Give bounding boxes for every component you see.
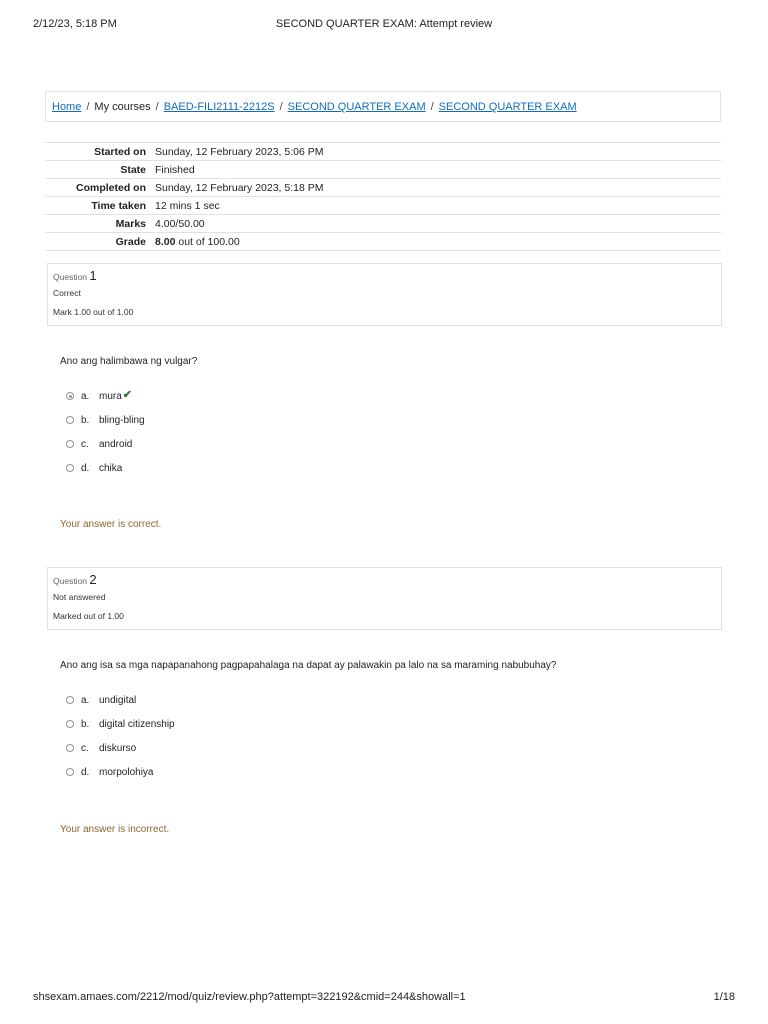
grade-score: 8.00 [155,235,176,248]
summary-label: Completed on [76,181,146,194]
check-icon: ✔ [122,388,133,401]
question-1-answers [66,384,466,480]
answer-text: undigital [99,694,137,706]
attempt-summary-table [45,142,721,251]
answer-option-b[interactable] [66,712,466,736]
answer-letter: b. [81,718,90,730]
answer-option-a[interactable] [66,384,466,408]
question-1-info [47,263,722,326]
summary-row-time [45,197,721,215]
radio-button-selected[interactable] [66,392,74,400]
question-2-text: Ano ang isa sa mga napapanahong pagpapahalaga na dapat ay palawakin pa lalo na sa maraming nabubuhay? [60,660,557,671]
question-label: Question [53,576,88,586]
answer-text: chika [99,462,123,474]
radio-button[interactable] [66,464,74,472]
summary-row-completed [45,179,721,197]
summary-value: 4.00/50.00 [155,217,205,230]
answer-text: android [99,438,133,450]
answer-text: bling-bling [99,414,145,426]
breadcrumb-section-link[interactable]: SECOND QUARTER EXAM [287,101,426,113]
question-state: Not answered [53,592,106,602]
answer-text: digital citizenship [99,718,175,730]
summary-label: Marks [115,217,146,230]
summary-value [155,233,721,251]
summary-row-marks [45,215,721,233]
answer-text: mura [99,390,122,402]
summary-label: Time taken [91,199,146,212]
question-2-info [47,567,722,630]
breadcrumb [45,91,721,122]
print-datetime: 2/12/23, 5:18 PM [33,18,117,30]
answer-letter: c. [81,742,89,754]
breadcrumb-separator: / [430,101,434,113]
summary-value: Sunday, 12 February 2023, 5:18 PM [155,181,324,194]
answer-letter: d. [81,766,90,778]
summary-row-started [45,143,721,161]
answer-option-b[interactable] [66,408,466,432]
breadcrumb-separator: / [279,101,283,113]
breadcrumb-my-courses: My courses [94,101,151,113]
question-label: Question [53,272,88,282]
print-header [33,18,735,32]
summary-label: Started on [94,145,146,158]
summary-row-state [45,161,721,179]
question-state: Correct [53,288,81,298]
answer-option-d[interactable] [66,760,466,784]
answer-text: diskurso [99,742,137,754]
grade-out-of: out of 100.00 [175,235,240,248]
question-1-feedback: Your answer is correct. [60,519,162,530]
summary-value: Sunday, 12 February 2023, 5:06 PM [155,145,324,158]
summary-label: State [120,163,146,176]
summary-row-grade [45,233,721,251]
summary-value: 12 mins 1 sec [155,199,220,212]
answer-letter: d. [81,462,90,474]
question-grade: Marked out of 1.00 [53,611,124,621]
print-page-number: 1/18 [713,991,735,1003]
question-2-feedback: Your answer is incorrect. [60,824,170,835]
print-footer [33,991,735,1005]
answer-option-d[interactable] [66,456,466,480]
radio-button[interactable] [66,744,74,752]
question-2-answers [66,688,466,784]
question-number: 2 [89,572,97,587]
radio-button[interactable] [66,720,74,728]
breadcrumb-separator: / [155,101,159,113]
answer-option-c[interactable] [66,432,466,456]
answer-letter: a. [81,694,90,706]
question-grade: Mark 1.00 out of 1.00 [53,307,134,317]
summary-value: Finished [155,163,195,176]
radio-button[interactable] [66,440,74,448]
answer-letter: a. [81,390,90,402]
question-number: 1 [89,268,97,283]
breadcrumb-course-link[interactable]: BAED-FILI2111-2212S [163,101,275,113]
answer-option-c[interactable] [66,736,466,760]
breadcrumb-quiz-link[interactable]: SECOND QUARTER EXAM [438,101,577,113]
breadcrumb-separator: / [86,101,90,113]
answer-letter: c. [81,438,89,450]
question-1-text: Ano ang halimbawa ng vulgar? [60,356,198,367]
print-url: shsexam.amaes.com/2212/mod/quiz/review.php?attempt=322192&cmid=244&showall=1 [33,991,466,1003]
breadcrumb-home-link[interactable]: Home [52,101,82,113]
answer-option-a[interactable] [66,688,466,712]
print-page-title: SECOND QUARTER EXAM: Attempt review [275,18,493,30]
answer-text: morpolohiya [99,766,154,778]
radio-button[interactable] [66,768,74,776]
summary-label: Grade [115,235,146,248]
radio-button[interactable] [66,416,74,424]
radio-button[interactable] [66,696,74,704]
answer-letter: b. [81,414,90,426]
